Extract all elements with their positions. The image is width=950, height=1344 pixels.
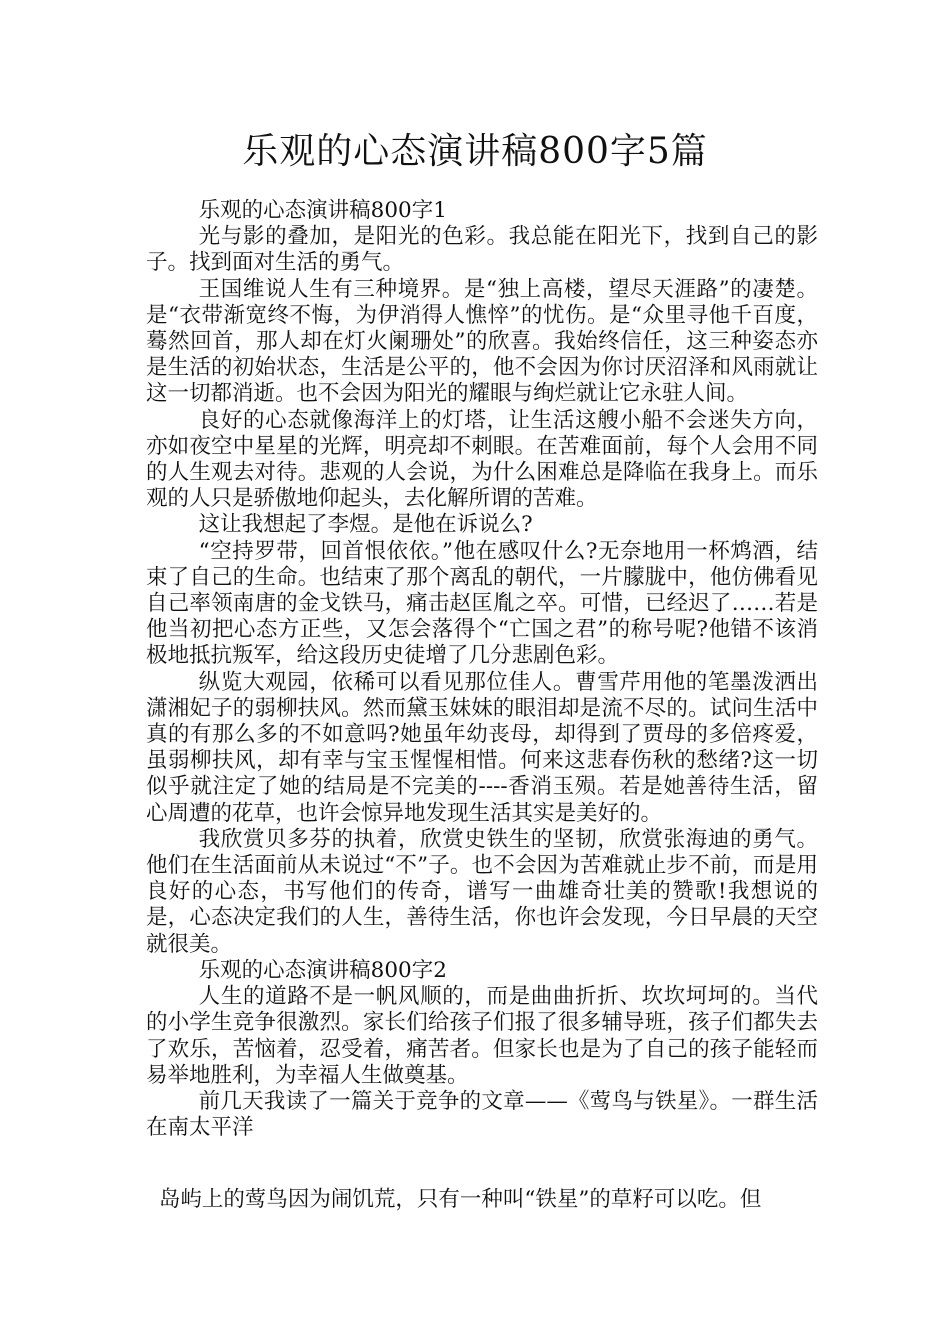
document-title: 乐观的心态演讲稿800字5篇 [242, 131, 708, 172]
document-body [146, 198, 818, 1214]
paragraph: 光与影的叠加，是阳光的色彩。我总能在阳光下，找到自己的影子。找到面对生活的勇气。 [146, 224, 818, 276]
paragraph-continuation: 岛屿上的莺鸟因为闹饥荒，只有一种叫“铁星”的草籽可以吃。但 [158, 1187, 762, 1213]
paragraph: “空持罗带，回首恨依依。”他在感叹什么?无奈地用一杯鸩酒，结束了自己的生命。也结束了那个离乱的朝代，一片朦胧中，他仿佛看见自己率领南唐的金戈铁马，痛击赵匡胤之卒。可惜，已经迟了……若是他当初把心态方正些，又怎会落得个“亡国之君”的称号呢?他错不该消极地抵抗叛军，给这段历史徒增了几分悲剧色彩。 [146, 538, 818, 669]
paragraph: 这让我想起了李煜。是他在诉说么? [198, 512, 533, 538]
paragraph: 良好的心态就像海洋上的灯塔，让生活这艘小船不会迷失方向，亦如夜空中星星的光辉，明亮却不刺眼。在苦难面前，每个人会用不同的人生观去对待。悲观的人会说，为什么困难总是降临在我身上。而乐观的人只是骄傲地仰起头，去化解所谓的苦难。 [146, 407, 818, 512]
section-heading-1: 乐观的心态演讲稿800字1 [198, 198, 447, 223]
section-heading-2: 乐观的心态演讲稿800字2 [198, 957, 447, 983]
paragraph-gap [146, 1141, 818, 1187]
paragraph: 人生的道路不是一帆风顺的，而是曲曲折折、坎坎坷坷的。当代的小学生竞争很激烈。家长们给孩子们报了很多辅导班，孩子们都失去了欢乐，苦恼着，忍受着，痛苦者。但家长也是为了自己的孩子能轻而易举地胜利，为幸福人生做奠基。 [146, 984, 818, 1088]
paragraph: 纵览大观园，依稀可以看见那位佳人。曹雪芹用他的笔墨泼洒出潇湘妃子的弱柳扶风。然而黛玉妹妹的眼泪却是流不尽的。试问生活中真的有那么多的不如意吗?她虽年幼丧母，却得到了贾母的多倍疼爱，虽弱柳扶风，却有幸与宝玉惺惺相惜。何来这悲春伤秋的愁绪?这一切似乎就注定了她的结局是不完美的----香消玉殒。若是她善待生活，留心周遭的花草，也许会惊异地发现生活其实是美好的。 [146, 669, 818, 826]
paragraph: 前几天我读了一篇关于竞争的文章——《莺鸟与铁星》。一群生活在南太平洋 [146, 1088, 818, 1141]
paragraph: 王国维说人生有三种境界。是“独上高楼，望尽天涯路”的凄楚。是“衣带渐宽终不悔，为伊消得人憔悴”的忧伤。是“众里寻他千百度，蓦然回首，那人却在灯火阑珊处”的欣喜。我始终信任，这三种姿态亦是生活的初始状态，生活是公平的，他不会因为你讨厌沼泽和风雨就让这一切都消逝。也不会因为阳光的耀眼与绚烂就让它永驻人间。 [146, 276, 818, 407]
paragraph: 我欣赏贝多芬的执着，欣赏史铁生的坚韧，欣赏张海迪的勇气。他们在生活面前从未说过“不”子。也不会因为苦难就止步不前，而是用良好的心态，书写他们的传奇，谱写一曲雄奇壮美的赞歌!我想说的是，心态决定我们的人生，善待生活，你也许会发现，今日早晨的天空就很美。 [146, 826, 818, 957]
